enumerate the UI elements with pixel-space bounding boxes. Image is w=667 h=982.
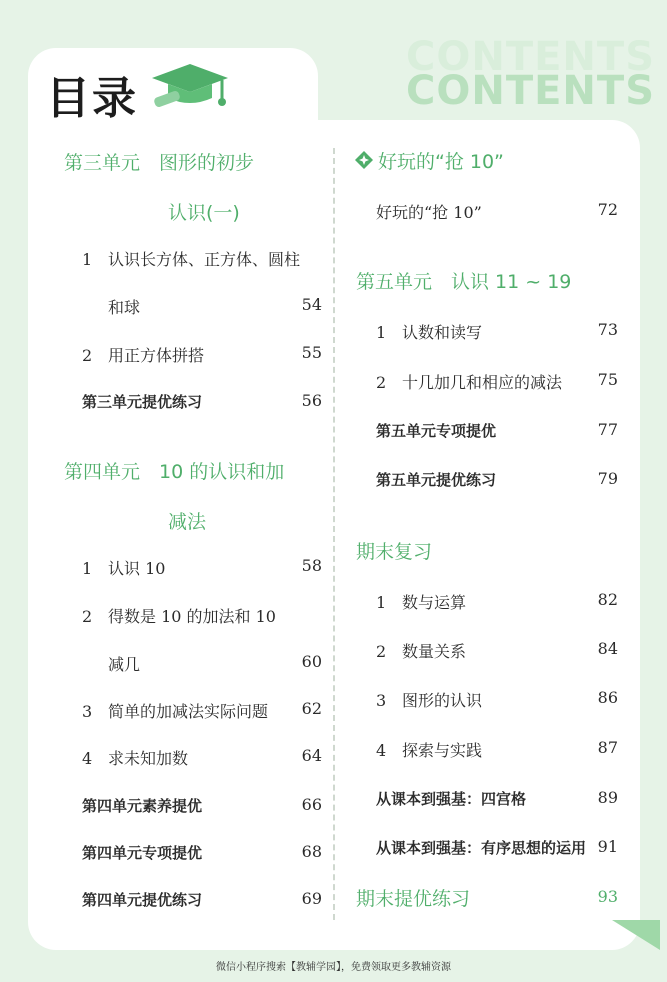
entry-number: 2 xyxy=(376,642,387,661)
page-number: 87 xyxy=(597,738,618,757)
page-number: 82 xyxy=(597,590,618,609)
unit4-heading-line1: 第四单元 10 的认识和加 xyxy=(64,461,285,483)
entry-number: 3 xyxy=(82,702,93,721)
toc-entry-extra[interactable]: 从课本到强基：四宫格 xyxy=(376,790,527,808)
entry-text: 图形的认识 xyxy=(402,691,483,710)
entry-text: 数量关系 xyxy=(402,642,467,661)
unit4-heading-line2: 减法 xyxy=(168,511,207,533)
entry-number: 4 xyxy=(376,741,387,760)
entry-number: 1 xyxy=(376,323,387,342)
page-number: 58 xyxy=(301,556,322,575)
entry-number: 2 xyxy=(82,346,93,365)
page-number: 55 xyxy=(301,343,322,362)
page-number: 60 xyxy=(301,652,322,671)
page-number: 91 xyxy=(597,837,618,856)
toc-entry-extra[interactable]: 从课本到强基：有序思想的运用 xyxy=(376,839,587,857)
page-number: 72 xyxy=(597,200,618,219)
page-number: 86 xyxy=(597,688,618,707)
page-number: 69 xyxy=(301,889,322,908)
column-divider xyxy=(333,148,335,920)
toc-entry-practice[interactable]: 第三单元提优练习 xyxy=(82,393,203,411)
toc-entry-extra[interactable]: 第四单元专项提优 xyxy=(82,844,203,862)
page-number: 66 xyxy=(301,795,322,814)
corner-fold xyxy=(612,920,660,950)
diamond-star-icon xyxy=(354,150,374,170)
footer-note: 微信小程序搜索【教辅学园】，免费领取更多教辅资源 xyxy=(216,962,451,973)
toc-entry[interactable] xyxy=(376,688,482,711)
page-number: 73 xyxy=(597,320,618,339)
entry-text: 求未知加数 xyxy=(108,749,189,768)
entry-number: 2 xyxy=(376,373,387,392)
page-number: 84 xyxy=(597,639,618,658)
entry-number: 2 xyxy=(82,607,93,626)
page-number: 77 xyxy=(597,420,618,439)
toc-entry[interactable] xyxy=(82,247,300,270)
toc-entry[interactable] xyxy=(82,556,165,579)
toc-entry[interactable] xyxy=(82,746,188,769)
page-number: 56 xyxy=(301,391,322,410)
entry-text: 用正方体拼搭 xyxy=(108,346,205,365)
entry-text: 数与运算 xyxy=(402,593,467,612)
entry-text: 探索与实践 xyxy=(402,741,483,760)
page-number: 54 xyxy=(301,295,322,314)
toc-entry-extra[interactable]: 第四单元素养提优 xyxy=(82,797,203,815)
entry-text: 十几加几和相应的减法 xyxy=(402,373,563,392)
entry-text-continued: 和球 xyxy=(108,298,141,317)
toc-entry[interactable] xyxy=(82,343,204,366)
contents-watermark-back: CONTENTS xyxy=(405,34,655,80)
page-number: 62 xyxy=(301,699,322,718)
entry-number: 1 xyxy=(82,250,93,269)
toc-entry[interactable] xyxy=(376,370,562,393)
page-number: 68 xyxy=(301,842,322,861)
entry-number: 1 xyxy=(82,559,93,578)
toc-entry[interactable] xyxy=(376,639,466,662)
review-heading: 期末复习 xyxy=(356,541,433,563)
toc-entry-extra[interactable]: 第五单元提优练习 xyxy=(376,471,497,489)
page-title: 目录 xyxy=(46,73,138,124)
contents-watermark: CONTENTS xyxy=(405,68,655,114)
entry-text: 认识 10 xyxy=(108,559,166,578)
entry-text: 认数和读写 xyxy=(402,323,483,342)
page-number: 89 xyxy=(597,788,618,807)
entry-text-continued: 减几 xyxy=(108,655,141,674)
game-heading: 好玩的“抢 10” xyxy=(378,151,504,173)
entry-text: 认识长方体、正方体、圆柱 xyxy=(108,250,301,269)
graduation-cap-icon xyxy=(150,60,230,112)
unit5-heading: 第五单元 认识 11 ~ 19 xyxy=(356,271,572,293)
entry-number: 4 xyxy=(82,749,93,768)
final-practice-heading: 期末提优练习 xyxy=(356,888,471,910)
toc-entry-extra[interactable]: 第四单元提优练习 xyxy=(82,891,203,909)
page-number: 93 xyxy=(597,887,618,906)
page-number: 75 xyxy=(597,370,618,389)
entry-text: 简单的加减法实际问题 xyxy=(108,702,269,721)
unit3-heading-line2: 认识(一) xyxy=(168,202,240,224)
entry-number: 3 xyxy=(376,691,387,710)
toc-entry[interactable] xyxy=(376,590,466,613)
entry-number: 1 xyxy=(376,593,387,612)
toc-entry[interactable] xyxy=(82,699,268,722)
toc-entry-extra[interactable]: 第五单元专项提优 xyxy=(376,422,497,440)
page-number: 64 xyxy=(301,746,322,765)
unit3-heading-line1: 第三单元 图形的初步 xyxy=(64,152,255,174)
toc-entry[interactable] xyxy=(376,738,482,761)
toc-entry[interactable]: 好玩的“抢 10” xyxy=(376,203,482,222)
page-number: 79 xyxy=(597,469,618,488)
toc-entry[interactable] xyxy=(82,604,276,627)
toc-entry[interactable] xyxy=(376,320,482,343)
entry-text: 得数是 10 的加法和 10 xyxy=(108,607,276,626)
